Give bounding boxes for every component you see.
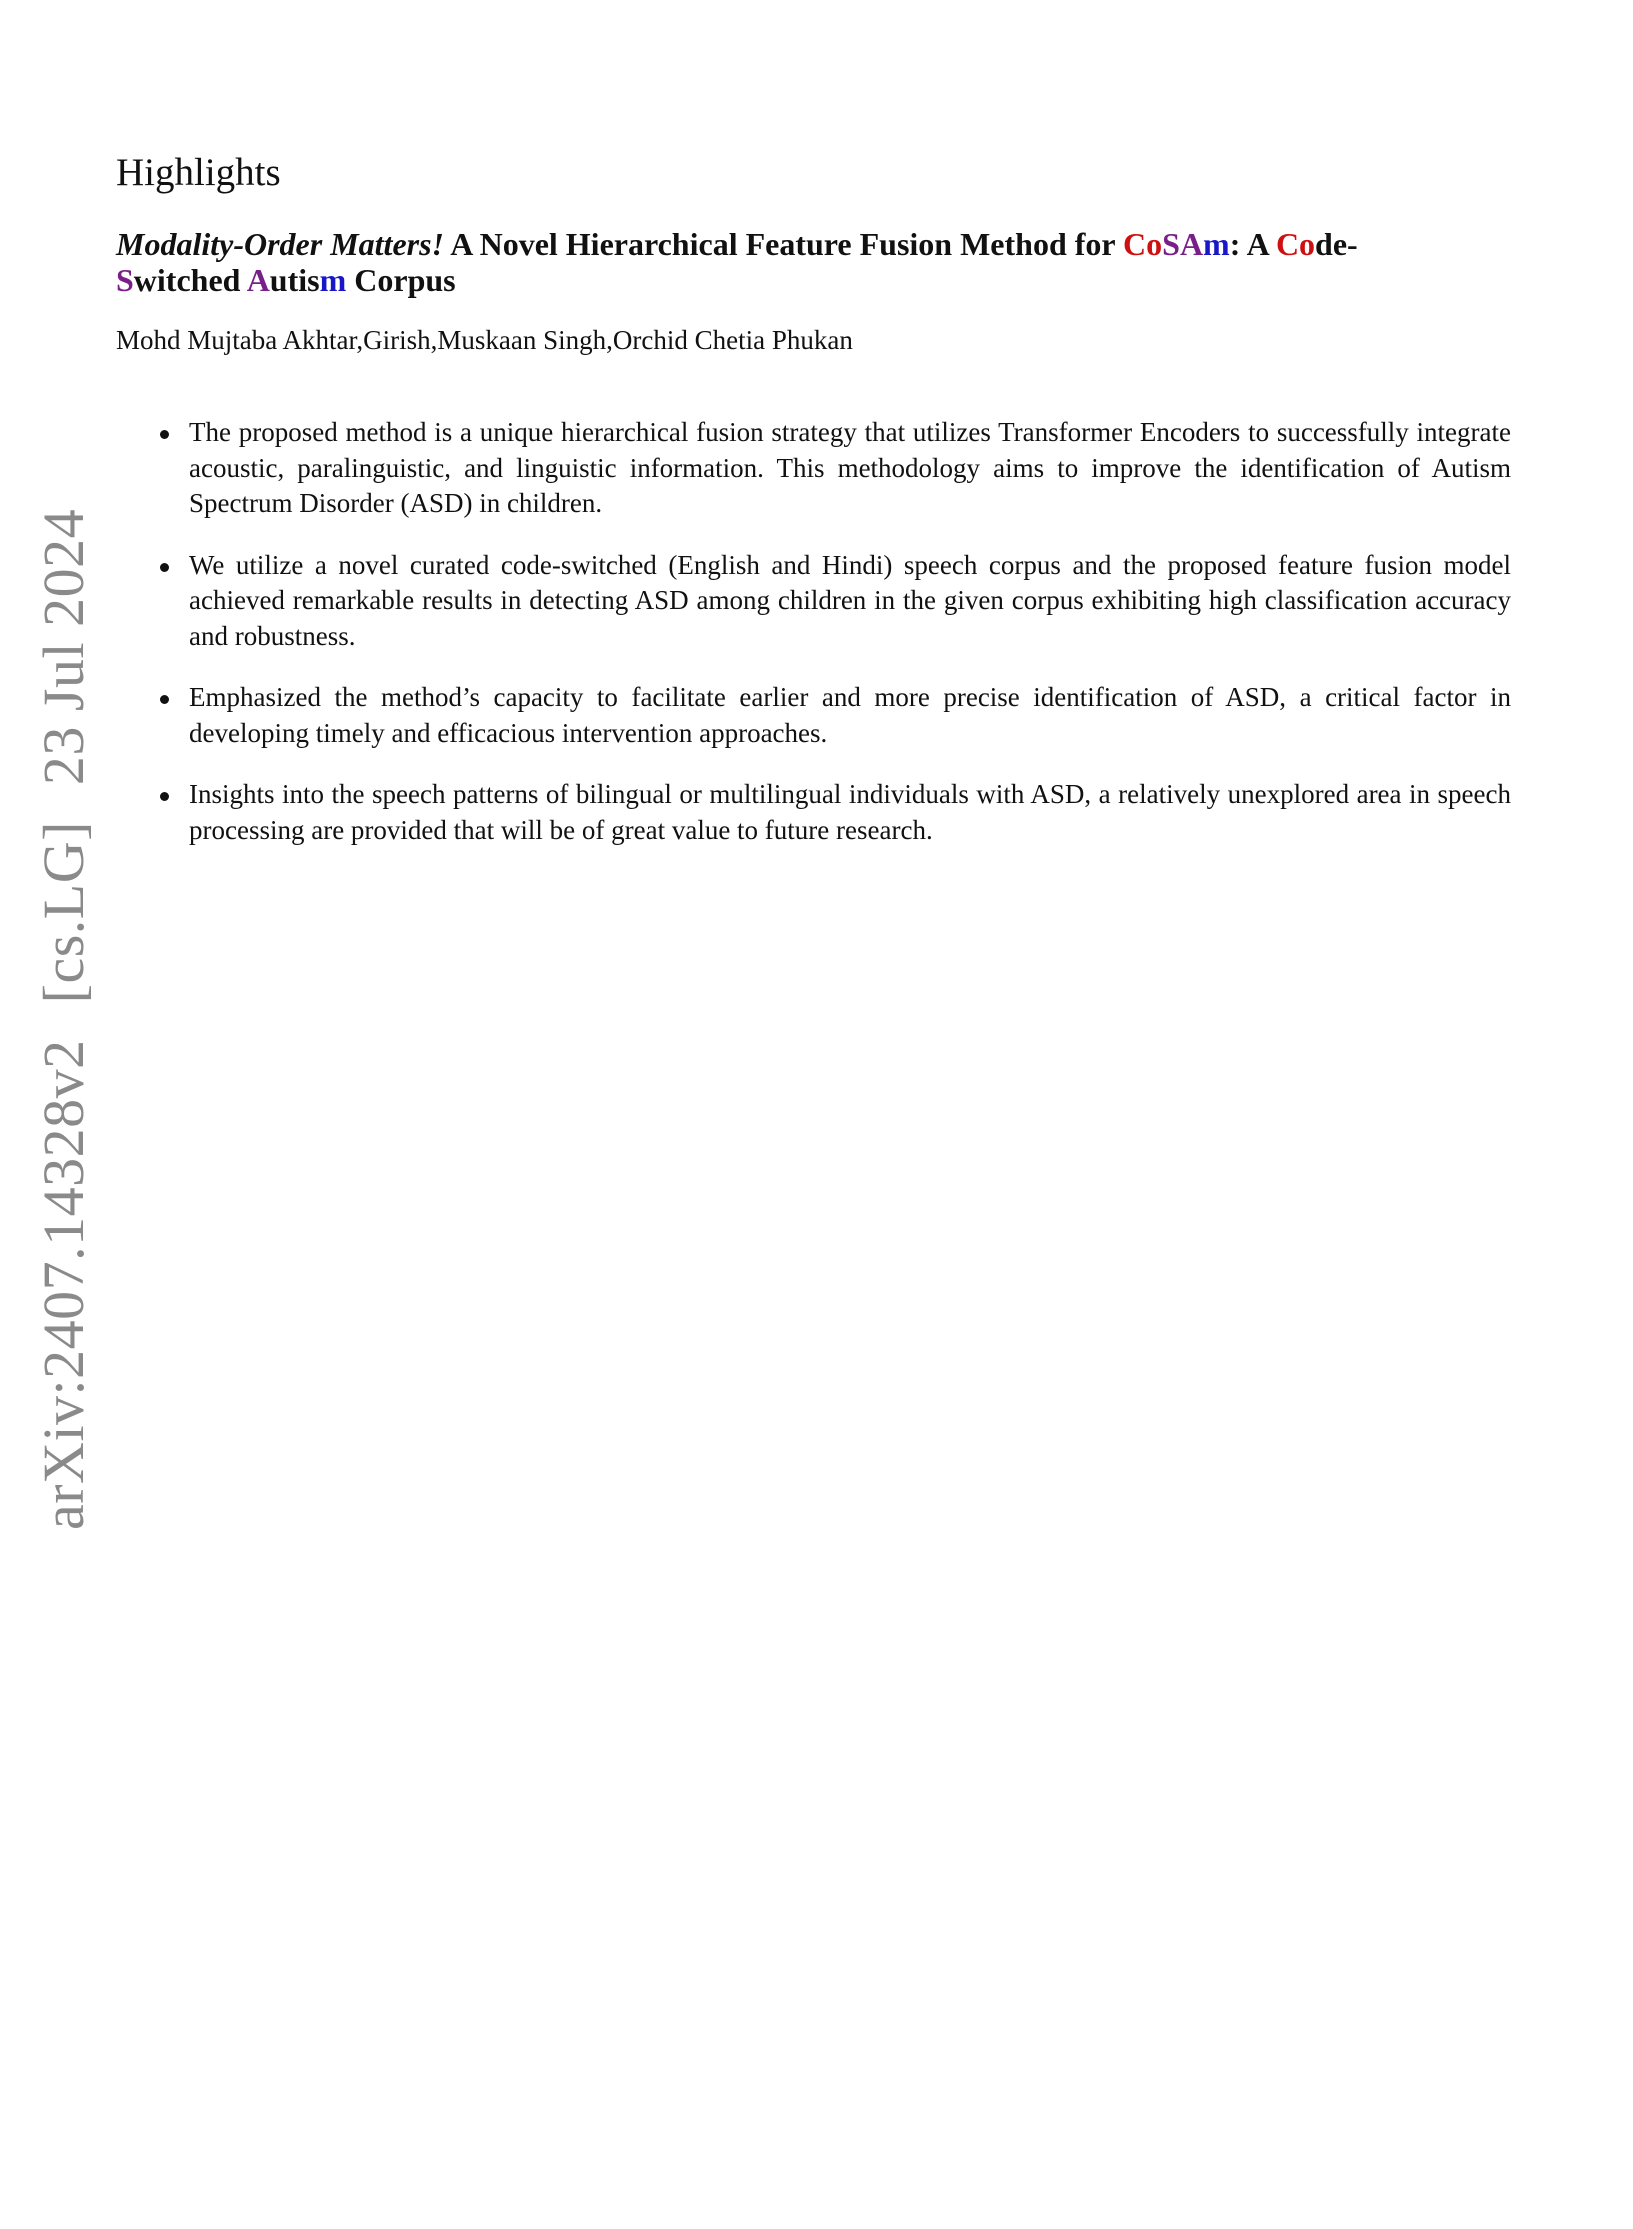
arxiv-date: 23 Jul 2024 (31, 508, 96, 786)
author-list: Mohd Mujtaba Akhtar,Girish,Muskaan Singh,Orchid Chetia Phukan (116, 325, 853, 355)
title-part1: A Novel Hierarchical Feature Fusion Method for (444, 226, 1124, 262)
bullet-icon (160, 563, 169, 572)
title-cosam-a: A (1179, 226, 1204, 262)
highlights-list (116, 415, 1511, 874)
title-cosam-co: Co (1123, 226, 1163, 262)
highlight-text: Emphasized the method’s capacity to facilitate earlier and more precise identification of ASD, a critical factor in developing timely and efficacious intervention approaches. (189, 682, 1511, 748)
paper-title (116, 226, 1511, 298)
title-autism-m: m (319, 262, 347, 298)
title-cosam-s: S (1162, 226, 1180, 262)
highlight-text: The proposed method is a unique hierarchical fusion strategy that utilizes Transformer Encoders to successfully integrate acoustic, paralinguistic, and linguistic information. This methodology aims to improve the identification of Autism Spectrum Disorder (ASD) in children. (189, 417, 1511, 518)
arxiv-watermark (30, 509, 97, 1530)
section-heading: Highlights (116, 151, 281, 194)
title-code-rest: de- (1315, 226, 1358, 262)
title-corpus: Corpus (346, 262, 456, 298)
highlight-item (116, 777, 1511, 848)
title-autism-a: A (246, 262, 270, 298)
title-code-co: Co (1275, 226, 1316, 262)
highlight-item (116, 548, 1511, 655)
highlight-item (116, 680, 1511, 751)
highlight-text: We utilize a novel curated code-switched (English and Hindi) speech corpus and the proposed feature fusion model achieved remarkable results in detecting ASD among children in the given corpus exhibiting high classification accuracy and robustness. (189, 549, 1511, 651)
title-part2: : A (1229, 226, 1276, 262)
title-autism-mid: utis (269, 262, 320, 298)
highlight-item (116, 415, 1511, 522)
arxiv-category: [cs.LG] (31, 821, 96, 1004)
title-italic-part: Modality-Order Matters! (116, 226, 444, 262)
highlight-text: Insights into the speech patterns of bilingual or multilingual individuals with ASD, a relatively unexplored area in speech processing are provided that will be of great value to future research. (189, 779, 1511, 845)
bullet-icon (160, 430, 169, 439)
arxiv-id: arXiv:2407.14328v2 (31, 1039, 96, 1530)
bullet-icon (160, 792, 169, 801)
bullet-icon (160, 695, 169, 704)
title-cosam-m: m (1203, 226, 1230, 262)
title-switched-s: S (116, 262, 134, 298)
title-switched-rest: witched (133, 262, 247, 298)
